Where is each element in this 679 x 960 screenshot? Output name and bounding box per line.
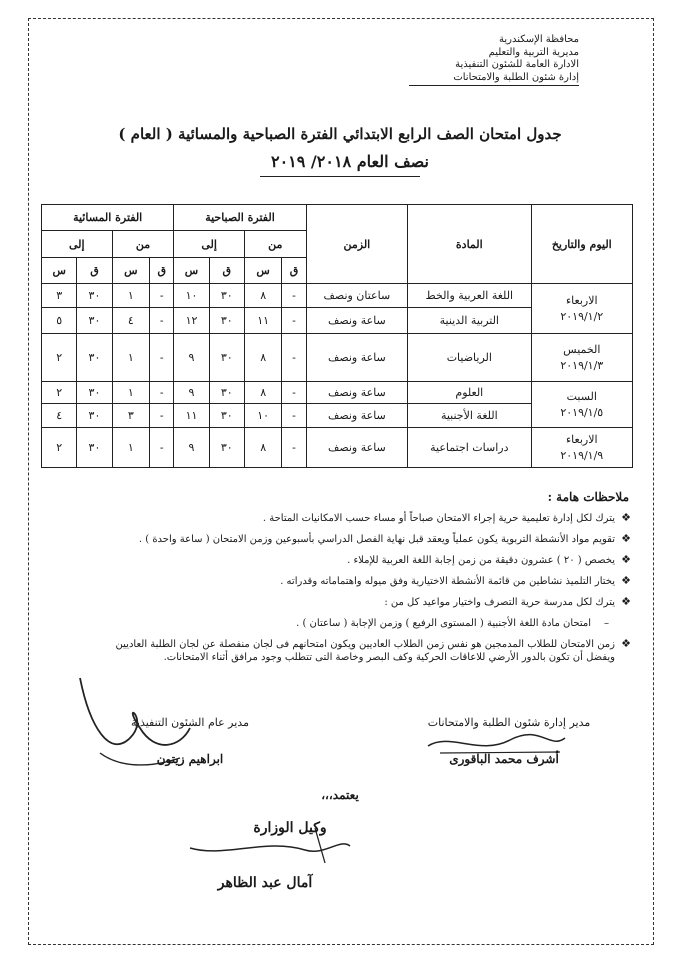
header-q: ق [150,258,174,284]
list-sub-item [91,617,631,630]
duration-cell: ساعة ونصف [306,334,407,382]
notes-list [91,512,631,672]
header-subject: المادة [408,205,531,284]
day-date-cell [531,334,632,382]
evening-from-minutes: - [150,308,174,334]
morning-to-hours: ١٠ [174,284,209,308]
subject-cell: دراسات اجتماعية [408,428,531,468]
date-label: ٢٠١٩/١/٢ [560,309,604,323]
morning-to-minutes: ٣٠ [209,284,244,308]
header-line: محافظة الإسكندرية [498,34,579,45]
morning-from-minutes: - [282,308,306,334]
note-text: زمن الامتحان للطلاب المدمجين هو نفس زمن الطلاب العاديين ويكون امتحانهم فى لجان منفصلة عن لجان الطلبة العاديين ويفضل أن تكون بالدور الأرضي للاعاقات الحركية وكف البصر وخاصة التى تتطلب وجود مرافق أثناء الامتحانات. [115,639,615,663]
subject-cell: التربية الدينية [408,308,531,334]
morning-from-hours: ٨ [244,334,281,382]
evening-from-minutes: - [150,284,174,308]
header-s: س [112,258,149,284]
evening-to-hours: ٢ [42,382,77,404]
header-line: الادارة العامة للشئون التنفيذية [455,59,579,70]
day-label: الاربعاء [566,432,598,446]
morning-to-minutes: ٣٠ [209,382,244,404]
diamond-bullet-icon: ❖ [621,532,631,545]
deputy-name: آمال عبد الظاهر [217,875,313,891]
list-item [91,512,631,525]
subject-cell: اللغة العربية والخط [408,284,531,308]
header-morning: الفترة الصباحية [174,205,306,231]
day-date-cell [531,428,632,468]
evening-to-minutes: ٣٠ [77,308,112,334]
header-duration: الزمن [306,205,407,284]
duration-cell: ساعة ونصف [306,308,407,334]
morning-from-hours: ١٠ [244,404,281,428]
morning-to-minutes: ٣٠ [209,404,244,428]
evening-from-hours: ١ [112,428,149,468]
list-item [91,554,631,567]
duration-cell: ساعة ونصف [306,404,407,428]
header-evening: الفترة المسائية [42,205,174,231]
header-line: إدارة شئون الطلبة والامتحانات [409,72,579,87]
notes-title: ملاحظات هامة : [547,490,629,504]
diamond-bullet-icon: ❖ [621,574,631,587]
signer-name: ابراهيم زيتون [156,752,224,766]
table-row [42,334,633,382]
document-subtitle: نصف العام ٢٠١٨/ ٢٠١٩ [270,152,430,171]
header-day-date: اليوم والتاريخ [531,205,632,284]
subject-cell: الرياضيات [408,334,531,382]
signer-title: مدير عام الشئون التنفيذية [131,716,249,729]
dash-bullet-icon: – [604,618,609,629]
signer-title: مدير إدارة شئون الطلبة والامتحانات [427,716,591,729]
evening-to-hours: ٤ [42,404,77,428]
evening-from-minutes: - [150,428,174,468]
evening-to-hours: ٣ [42,284,77,308]
list-item [91,596,631,609]
duration-cell: ساعتان ونصف [306,284,407,308]
day-label: الخميس [563,342,601,356]
duration-cell: ساعة ونصف [306,428,407,468]
header-q: ق [209,258,244,284]
evening-from-hours: ٣ [112,404,149,428]
diamond-bullet-icon: ❖ [621,595,631,608]
morning-from-hours: ١١ [244,308,281,334]
morning-from-hours: ٨ [244,284,281,308]
header-s: س [244,258,281,284]
evening-to-minutes: ٣٠ [77,284,112,308]
evening-from-hours: ١ [112,382,149,404]
note-text: امتحان مادة اللغة الأجنبية ( المستوى الرفيع ) وزمن الإجابة ( ساعتان ) . [296,618,591,629]
morning-from-minutes: - [282,334,306,382]
signer-name: أشرف محمد الباقورى [449,752,559,766]
morning-to-minutes: ٣٠ [209,428,244,468]
header-q: ق [77,258,112,284]
evening-from-hours: ١ [112,334,149,382]
header-to: إلى [174,231,245,258]
approval-label: يعتمد،،، [321,788,359,802]
morning-to-minutes: ٣٠ [209,334,244,382]
exam-schedule-table [41,204,633,468]
diamond-bullet-icon: ❖ [621,637,631,650]
date-label: ٢٠١٩/١/٣ [560,358,604,372]
header-from: من [112,231,174,258]
morning-from-minutes: - [282,382,306,404]
evening-to-minutes: ٣٠ [77,382,112,404]
note-text: يخصص ( ٢٠ ) عشرون دقيقة من زمن إجابة اللغة العربية للإملاء . [347,555,615,566]
note-text: تقويم مواد الأنشطة التربوية يكون عملياً ويعقد قبل نهاية الفصل الدراسي بأسبوعين وزمن الامتحان ( ساعة واحدة ) . [138,534,615,545]
table-row [42,284,633,308]
morning-from-minutes: - [282,404,306,428]
subtitle-underline [260,176,420,177]
header-to: إلى [42,231,113,258]
date-label: ٢٠١٩/١/٩ [560,448,604,462]
day-label: السبت [566,389,597,403]
day-date-cell [531,382,632,428]
note-text: يترك لكل مدرسة حرية التصرف واختيار مواعيد كل من : [384,597,615,608]
evening-to-hours: ٢ [42,334,77,382]
table-row [42,428,633,468]
evening-to-minutes: ٣٠ [77,404,112,428]
table-row [42,382,633,404]
list-item [91,638,631,664]
morning-from-hours: ٨ [244,428,281,468]
diamond-bullet-icon: ❖ [621,553,631,566]
header-q: ق [282,258,306,284]
evening-to-minutes: ٣٠ [77,428,112,468]
morning-to-hours: ٩ [174,334,209,382]
header-s: س [174,258,209,284]
note-text: يترك لكل إدارة تعليمية حرية إجراء الامتحان صباحاً أو مساء حسب الامكانيات المتاحة . [262,513,615,524]
deputy-title: وكيل الوزارة [253,820,327,836]
morning-from-minutes: - [282,428,306,468]
subject-cell: العلوم [408,382,531,404]
morning-from-minutes: - [282,284,306,308]
morning-to-minutes: ٣٠ [209,308,244,334]
list-item [91,533,631,546]
evening-to-minutes: ٣٠ [77,334,112,382]
evening-from-minutes: - [150,382,174,404]
header-from: من [244,231,306,258]
list-item [91,575,631,588]
document-title: جدول امتحان الصف الرابع الابتدائي الفترة الصباحية والمسائية ( العام ) [118,125,562,143]
morning-to-hours: ١٢ [174,308,209,334]
morning-from-hours: ٨ [244,382,281,404]
duration-cell: ساعة ونصف [306,382,407,404]
diamond-bullet-icon: ❖ [621,511,631,524]
date-label: ٢٠١٩/١/٥ [560,405,604,419]
evening-from-hours: ١ [112,284,149,308]
evening-to-hours: ٥ [42,308,77,334]
evening-from-minutes: - [150,404,174,428]
evening-from-minutes: - [150,334,174,382]
header-s: س [42,258,77,284]
day-label: الاربعاء [566,293,598,307]
morning-to-hours: ٩ [174,382,209,404]
letterhead [409,34,579,86]
evening-to-hours: ٢ [42,428,77,468]
note-text: يختار التلميذ نشاطين من قائمة الأنشطة الاختيارية وفق ميوله واهتماماته وقدراته . [280,576,615,587]
morning-to-hours: ٩ [174,428,209,468]
evening-from-hours: ٤ [112,308,149,334]
day-date-cell [531,284,632,334]
handwritten-signature-deputy [185,818,355,868]
subject-cell: اللغة الأجنبية [408,404,531,428]
morning-to-hours: ١١ [174,404,209,428]
header-line: مديرية التربية والتعليم [488,46,579,58]
